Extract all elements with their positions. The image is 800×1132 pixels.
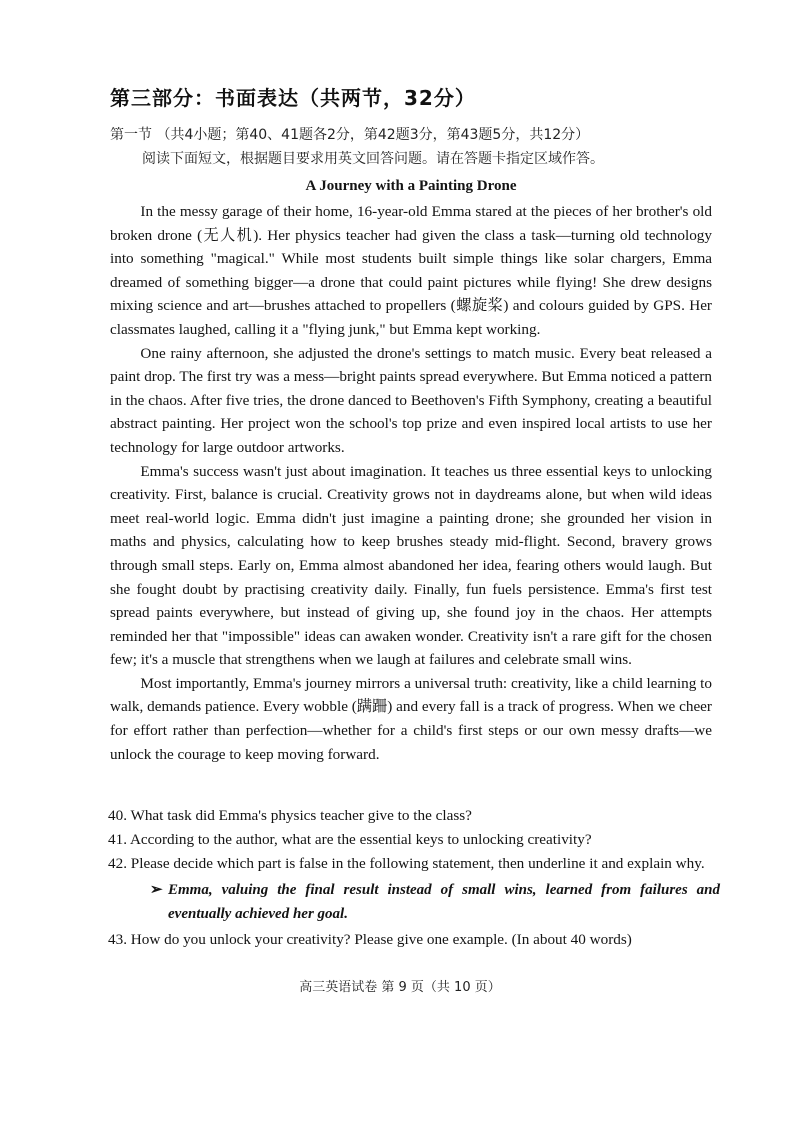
passage-paragraph-1: In the messy garage of their home, 16-year-old Emma stared at the pieces of her brother's old broken drone (无人机). Her physics teacher had given the class a task—turning old technology into something "magical." While most students built simple things like solar chargers, Emma dreamed of something bigger—a drone that could paint pictures while flying! She drew designs mixing science and art—brushes attached to propellers (螺旋桨) and colours guided by GPS. Her classmates laughed, calling it a "flying junk," but Emma kept working. — [110, 203, 712, 338]
arrow-bullet-icon: ➢ — [150, 882, 163, 898]
reading-passage — [110, 200, 712, 766]
passage-title: A Journey with a Painting Drone — [305, 178, 517, 194]
question-41: 41. According to the author, what are the essential keys to unlocking creativity? — [108, 831, 592, 848]
section-title: 第三部分：书面表达（共两节，32分） — [110, 86, 476, 110]
section-sub-heading: 第一节 （共4小题；第40、41题各2分，第42题3分，第43题5分，共12分） — [110, 127, 590, 143]
instruction-text: 阅读下面短文，根据题目要求用英文回答问题。请在答题卡指定区域作答。 — [142, 151, 604, 167]
statement-text: Emma, valuing the final result instead of small wins, learned from failures and eventually achieved her goal. — [168, 882, 720, 922]
question-40: 40. What task did Emma's physics teacher give to the class? — [108, 807, 472, 824]
passage-paragraph-2: One rainy afternoon, she adjusted the drone's settings to match music. Every beat released a paint drop. The first try was a mess—bright paints spread everywhere. But Emma noticed a pattern in the chaos. After five tries, the drone danced to Beethoven's Fifth Symphony, creating a beautiful abstract painting. Her project won the school's top prize and even inspired local artists to use her technology for large outdoor artworks. — [110, 344, 712, 456]
question-43: 43. How do you unlock your creativity? Please give one example. (In about 40 words) — [108, 931, 632, 948]
passage-paragraph-4: Most importantly, Emma's journey mirrors a universal truth: creativity, like a child learning to walk, demands patience. Every wobble (蹒跚) and every fall is a track of progress. When we cheer for effort rather than perfection—whether for a child's first steps or our own messy drafts—we unlock the courage to keep moving forward. — [110, 674, 712, 763]
question-42: 42. Please decide which part is false in the following statement, then underline it and explain why. — [108, 855, 705, 872]
passage-paragraph-3: Emma's success wasn't just about imagination. It teaches us three essential keys to unlocking creativity. First, balance is crucial. Creativity grows not in daydreams alone, but when wild ideas meet real-world logic. Emma didn't just imagine a painting drone; she grounded her vision in maths and physics, calculating how to keep brushes steady mid-flight. Second, bravery grows through small steps. Early on, Emma almost abandoned her idea, fearing others would laugh. But she fought doubt by practising creativity daily. Finally, fun fuels persistence. Emma's first test spread paints everywhere, but instead of giving up, she found joy in the chaos. Her attempts reminded her that "impossible" ideas can awaken wonder. Creativity isn't a rare gift for the chosen few; it's a muscle that strengthens when we laugh at failures and celebrate small wins. — [110, 462, 712, 669]
page-footer: 高三英语试卷 第 9 页（共 10 页） — [299, 980, 501, 995]
question-list — [108, 804, 720, 952]
question-42-statement — [150, 878, 720, 926]
